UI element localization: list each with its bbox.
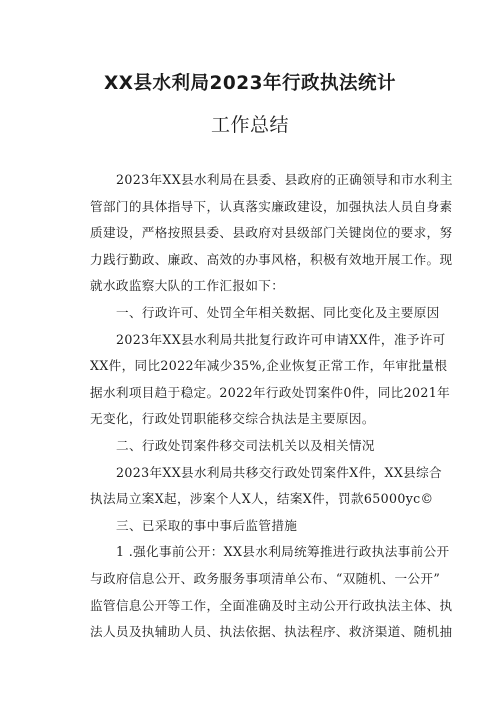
document-subtitle: 工作总结 — [210, 114, 289, 136]
paragraph-line: XX件，同比2022年减少35%,企业恢复正常工作，年审批量根 — [90, 358, 448, 374]
document-title: XX县水利局2023年行政执法统计 — [103, 73, 397, 94]
paragraph-line: 据水利项目趋于稳定。2022年行政处罚案件0件，同比2021年 — [90, 384, 451, 400]
paragraph-line: 质建设，严格按照县委、县政府对县级部门关键岗位的要求，努 — [90, 225, 453, 241]
paragraph-line: 法人员及执辅助人员、执法依据、执法程序、救济渠道、随机抽 — [90, 624, 453, 640]
section-heading: 三、已采取的事中事后监管措施 — [116, 517, 298, 533]
section-heading: 二、行政处罚案件移交司法机关以及相关情况 — [116, 437, 375, 453]
paragraph-line: 管部门的具体指导下，认真落实廉政建设，加强执法人员自身素 — [90, 198, 453, 214]
paragraph-line: 1 .强化事前公开：XX县水利局统筹推进行政执法事前公开 — [116, 544, 450, 560]
section-heading: 一、行政许可、处罚全年相关数据、同比变化及主要原因 — [116, 304, 440, 320]
paragraph-line: 力践行勤政、廉政、高效的办事风格，积极有效地开展工作。现 — [90, 251, 453, 267]
paragraph-line: 就水政监察大队的工作汇报如下： — [90, 278, 285, 294]
paragraph-line: 执法局立案X起，涉案个人X人，结案X件，罚款65000yc© — [90, 491, 434, 507]
paragraph-line: 无变化，行政处罚职能移交综合执法是主要原因。 — [90, 411, 375, 427]
paragraph-line: 监管信息公开等工作，全面准确及时主动公开行政执法主体、执 — [90, 597, 453, 613]
paragraph-line: 2023年XX县水利局共批复行政许可申请XX件，准予许可 — [116, 331, 446, 347]
paragraph-line: 2023年XX县水利局共移交行政处罚案件X件，XX县综合 — [116, 464, 442, 480]
document-body — [90, 167, 453, 646]
paragraph-line: 与政府信息公开、政务服务事项清单公布、“双随机、一公开” — [90, 570, 441, 586]
paragraph-line: 2023年XX县水利局在县委、县政府的正确领导和市水利主 — [116, 172, 453, 187]
